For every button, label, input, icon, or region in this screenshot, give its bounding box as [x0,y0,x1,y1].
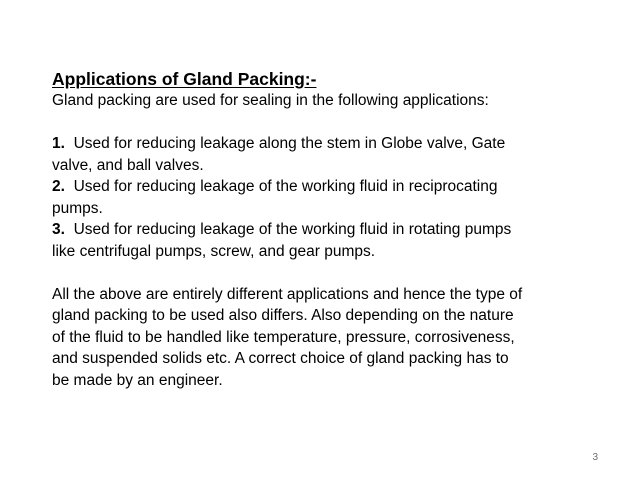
paragraph-line: and suspended solids etc. A correct choice of gland packing has to [52,350,509,367]
list-item-2 [52,176,612,219]
paragraph-line: of the fluid to be handled like temperature, pressure, corrosiveness, [52,328,515,346]
spacer [52,112,612,134]
item-text: like centrifugal pumps, screw, and gear pumps. [52,242,376,260]
list-item-1 [52,133,612,176]
paragraph-line: All the above are entirely different applications and hence the type of [52,285,523,303]
slide-content [52,68,612,391]
item-text: Used for reducing leakage of the working fluid in reciprocating [73,178,498,195]
intro-text: Gland packing are used for sealing in the following applications: [52,92,489,109]
slide-title: Applications of Gland Packing:- [52,69,317,89]
item-number: 2. [52,178,65,195]
item-number: 3. [52,221,65,238]
item-text: Used for reducing leakage along the stem in Globe valve, Gate [73,135,506,152]
page-number: 3 [592,452,598,463]
list-item-3 [52,219,612,262]
item-number: 1. [52,135,65,152]
item-text: pumps. [52,199,103,217]
item-text: Used for reducing leakage of the working fluid in rotating pumps [73,221,512,238]
paragraph-line: be made by an engineer. [52,371,223,389]
paragraph-line: gland packing to be used also differs. Also depending on the nature [52,307,514,324]
spacer [52,262,612,284]
closing-paragraph [52,284,612,392]
item-text: valve, and ball valves. [52,156,204,174]
